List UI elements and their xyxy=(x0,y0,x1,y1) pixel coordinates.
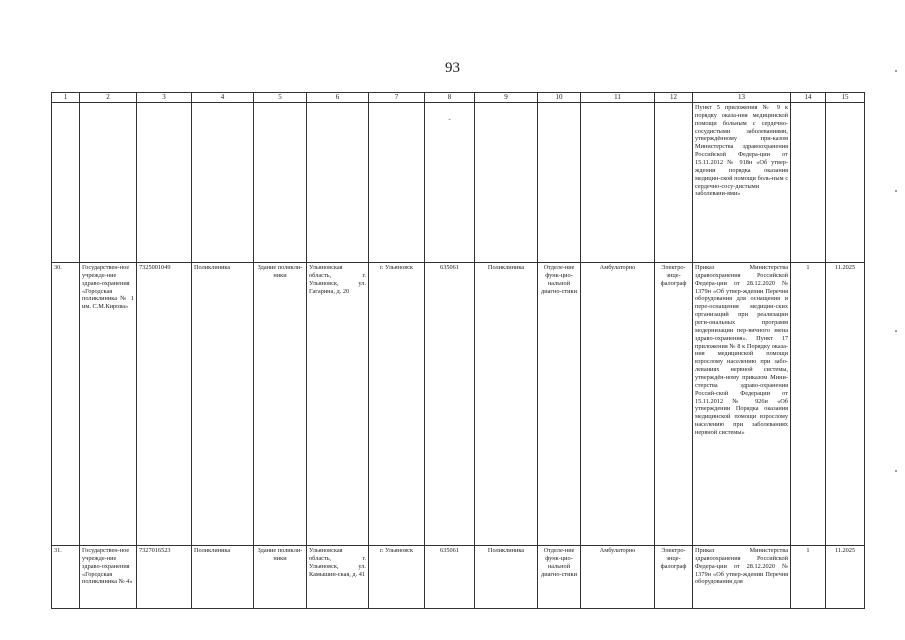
dash-mark: - xyxy=(448,116,451,123)
city-cell: г. Ульяновск xyxy=(369,263,425,546)
column-number: 9 xyxy=(475,93,538,103)
column-number: 1 xyxy=(52,93,80,103)
scan-mark xyxy=(895,190,897,192)
facility-type: Поликлиника xyxy=(192,546,254,609)
legal-basis-cell: Пункт 5 приложения № 9 к порядку оказа-ния медицинской помощи больным с сердечно-сосудистыми заболеваниями, утверждённому при-казом Министерства здравоохранения Российской Федера-ции от 15.11.2012 № 918н «Об утвер-ждении порядка оказания медицин-ской помощи боль-ным с сердечно-сосу-дистыми заболевани-ями» xyxy=(693,103,791,263)
equipment-table xyxy=(51,92,865,609)
column-number: 5 xyxy=(254,93,307,103)
column-number: 2 xyxy=(80,93,137,103)
scan-mark xyxy=(895,330,897,332)
city-cell: г. Ульяновск xyxy=(369,546,425,609)
column-number: 7 xyxy=(369,93,425,103)
column-number: 14 xyxy=(791,93,826,103)
inn-cell: 7325001049 xyxy=(137,263,192,546)
table-row xyxy=(52,263,865,546)
unit-cell: Поликлиника xyxy=(475,546,538,609)
column-number: 12 xyxy=(655,93,693,103)
legal-basis-cell: Приказ Министерства здравоохранения Российской Федера-ции от 28.12.2020 № 1379н «Об утвер-ждении Перечня оборудования для xyxy=(693,546,791,609)
building-cell: Здание поликли-ники xyxy=(254,546,307,609)
column-number: 3 xyxy=(137,93,192,103)
facility-type: Поликлиника xyxy=(192,263,254,546)
column-number: 6 xyxy=(307,93,369,103)
table-row xyxy=(52,546,865,609)
column-number: 4 xyxy=(192,93,254,103)
page-number: 93 xyxy=(445,60,460,76)
address-cell: Ульяновская область, г. Ульяновск, ул. Гагарина, д. 20 xyxy=(307,263,369,546)
scan-mark xyxy=(895,70,897,72)
code-cell: 635061 xyxy=(425,263,475,546)
row-number: 30. xyxy=(52,263,80,546)
row-number: 31. xyxy=(52,546,80,609)
table-row-continuation xyxy=(52,103,865,263)
care-mode-cell: Амбулаторно xyxy=(581,546,655,609)
date-cell: 11.2025 xyxy=(826,263,865,546)
column-number: 11 xyxy=(581,93,655,103)
organization-name: Государствен-ное учрежде-ние здраво-охранения «Городская поликлиника № 1 им. С.М.Кирова» xyxy=(80,263,137,546)
quantity-cell: 1 xyxy=(791,263,826,546)
building-cell: Здание поликли-ники xyxy=(254,263,307,546)
legal-basis-cell: Приказ Министерства здравоохранения Российской Федера-ции от 28.12.2020 № 1379н «Об утвер-ждении Перечня оборудования для оснащения и пере-оснащения медицин-ских организаций при реализации реги-ональных программ модернизации пер-вичного звена здраво-охранения». Пункт 17 приложения № 8 к Порядку оказа-ния медицинской помощи взрослому населению при забо-леваниях нервной системы, утверждён-ному приказом Мини-стерства здраво-охранения Россий-ской Федерации от 15.11.2012 № 926н «Об утверждении Порядка оказания медицинской помощи взрослому населению при заболеваниях нервной системы» xyxy=(693,263,791,546)
unit-cell: Поликлиника xyxy=(475,263,538,546)
column-number: 8 xyxy=(425,93,475,103)
column-number: 13 xyxy=(693,93,791,103)
code-cell: 635061 xyxy=(425,546,475,609)
column-number: 10 xyxy=(538,93,581,103)
care-mode-cell: Амбулаторно xyxy=(581,263,655,546)
equipment-cell: Электро-энце-фалограф xyxy=(655,546,693,609)
quantity-cell: 1 xyxy=(791,546,826,609)
department-cell: Отделе-ние функ-цио-нальной диагно-стики xyxy=(538,263,581,546)
organization-name: Государствен-ное учрежде-ние здраво-охранения «Городская поликлиника № 4» xyxy=(80,546,137,609)
equipment-cell: Электро-энце-фалограф xyxy=(655,263,693,546)
inn-cell: 7327016523 xyxy=(137,546,192,609)
address-cell: Ульяновская область, г. Ульяновск, ул. Камышин-ская, д. 41 xyxy=(307,546,369,609)
department-cell: Отделе-ние функ-цио-нальной диагно-стики xyxy=(538,546,581,609)
scan-mark xyxy=(895,470,897,472)
date-cell: 11.2025 xyxy=(826,546,865,609)
column-number-row xyxy=(52,93,865,103)
column-number: 15 xyxy=(826,93,865,103)
